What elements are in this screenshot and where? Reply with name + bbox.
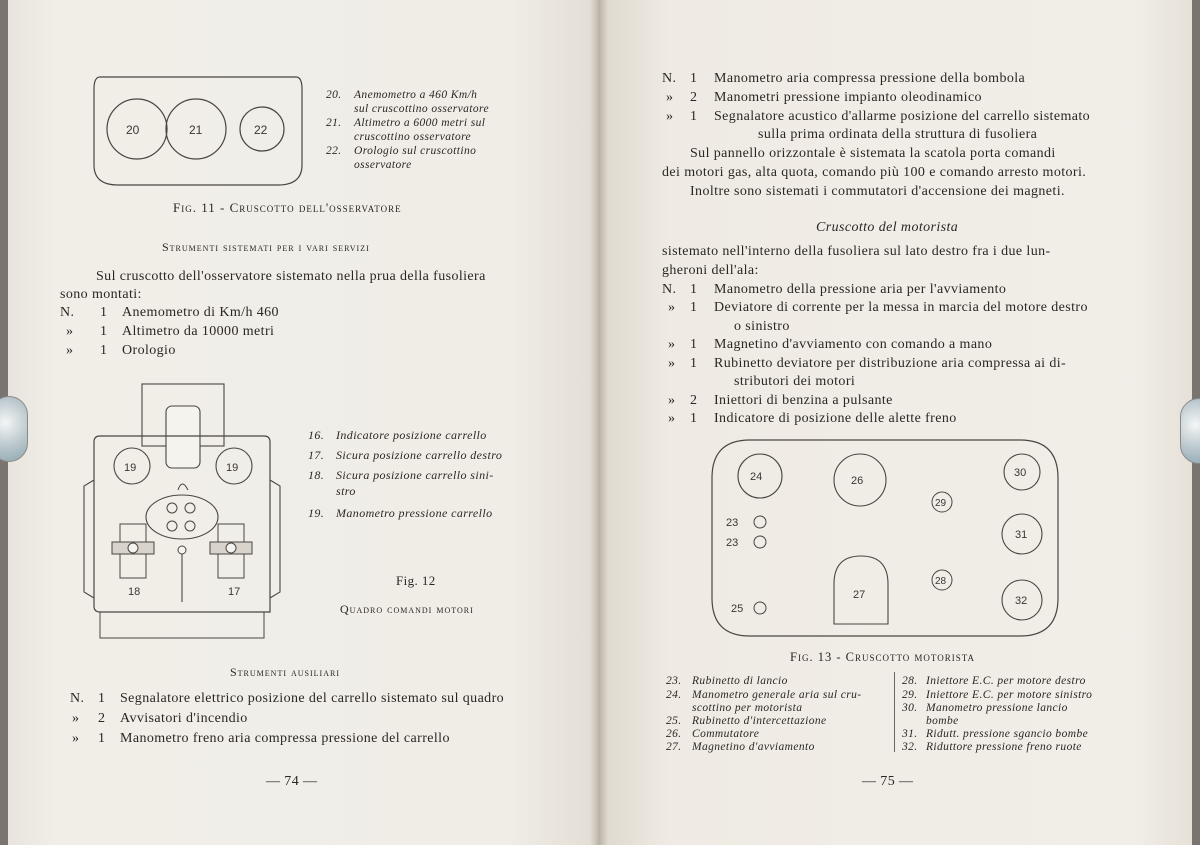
legend-text: cruscottino osservatore [354, 131, 472, 143]
list-qty: 1 [98, 731, 106, 746]
list-prefix: » [66, 343, 74, 358]
list-prefix: » [668, 411, 676, 426]
left-page-tab [0, 396, 28, 462]
legend-text: Rubinetto di lancio [692, 675, 788, 687]
legend-num: 23. [666, 675, 682, 687]
legend-num: 18. [308, 468, 325, 482]
legend-num: 29. [902, 689, 918, 701]
list-qty: 1 [100, 324, 108, 339]
section1-intro-line: sono montati: [60, 287, 142, 302]
fig13-label-23a: 23 [726, 517, 739, 529]
list-prefix: » [666, 90, 674, 105]
legend-text: sul cruscottino osservatore [354, 103, 489, 115]
paragraph-line: sistemato nell'interno della fusoliera sul lato destro fra i due lun- [662, 244, 1051, 259]
list-item-text: Orologio [122, 343, 176, 358]
legend-text: bombe [926, 715, 959, 727]
paragraph-line: Sul pannello orizzontale è sistemata la scatola porta comandi [690, 146, 1056, 161]
right-page-tab [1180, 398, 1200, 464]
list-item-text: Manometro della pressione aria per l'avviamento [714, 282, 1007, 297]
legend-text: Sicura posizione carrello destro [336, 448, 503, 462]
fig12-label-17: 17 [228, 586, 241, 598]
legend-text: Commutatore [692, 728, 760, 740]
list-item-text: Indicatore di posizione delle alette freno [714, 411, 957, 426]
list-item-cont: o sinistro [734, 319, 790, 334]
fig11-label-20: 20 [126, 123, 140, 137]
legend-num: 17. [308, 448, 325, 462]
list-prefix: » [66, 324, 74, 339]
list-prefix: » [668, 356, 676, 371]
legend-num: 21. [326, 117, 342, 129]
fig13-label-27: 27 [853, 589, 866, 601]
list-prefix: N. [662, 71, 677, 86]
legend-num: 31. [902, 728, 918, 740]
legend-text: Riduttore pressione freno ruote [926, 741, 1082, 753]
legend-num: 24. [666, 689, 682, 701]
list-prefix: N. [70, 691, 85, 706]
list-prefix: » [72, 711, 80, 726]
list-item-text: Avvisatori d'incendio [120, 711, 248, 726]
list-item-text: Rubinetto deviatore per distribuzione aria compressa ai di- [714, 356, 1067, 371]
list-item-text: Anemometro di Km/h 460 [122, 305, 279, 320]
fig11-caption: Fig. 11 - Cruscotto dell'osservatore [173, 200, 402, 215]
legend-text: Altimetro a 6000 metri sul [354, 117, 486, 129]
list-prefix: N. [662, 282, 677, 297]
legend-text: Manometro pressione carrello [336, 506, 493, 520]
legend-text: Rubinetto d'intercettazione [692, 715, 827, 727]
legend-text: Anemometro a 460 Km/h [354, 89, 478, 101]
fig13-caption: Fig. 13 - Cruscotto motorista [790, 650, 976, 664]
list-item-text: Segnalatore elettrico posizione del carrello sistemato sul quadro [120, 691, 505, 706]
list-prefix: » [668, 300, 676, 315]
list-qty: 1 [690, 300, 698, 315]
section1-heading: Strumenti sistemati per i vari servizi [162, 240, 370, 254]
list-item-text: Manometro aria compressa pressione della bombola [714, 71, 1026, 86]
list-item-text: Deviatore di corrente per la messa in marcia del motore destro [714, 300, 1088, 315]
list-prefix: » [72, 731, 80, 746]
list-qty: 2 [690, 393, 698, 408]
list-qty: 1 [690, 109, 698, 124]
fig13-label-32: 32 [1015, 595, 1028, 607]
fig12-caption: Fig. 12 [396, 573, 436, 588]
left-page [8, 0, 598, 845]
list-prefix: » [666, 109, 674, 124]
section1-intro-line: Sul cruscotto dell'osservatore sistemato nella prua della fusoliera [96, 269, 486, 284]
fig13-diagram [710, 438, 1060, 638]
list-qty: 1 [690, 411, 698, 426]
page-number: — 75 — [862, 774, 914, 789]
fig13-label-31: 31 [1015, 529, 1028, 541]
fig13-label-30: 30 [1014, 467, 1027, 479]
list-item-text: Segnalatore acustico d'allarme posizione del carrello sistemato [714, 109, 1091, 124]
fig13-label-23b: 23 [726, 537, 739, 549]
list-item-text: Altimetro da 10000 metri [122, 324, 275, 339]
fig13-label-24: 24 [750, 471, 763, 483]
legend-text: Iniettore E.C. per motore destro [926, 675, 1086, 687]
list-item-text: Magnetino d'avviamento con comando a mano [714, 337, 993, 352]
right-page [598, 0, 1192, 845]
legend-num: 27. [666, 741, 682, 753]
legend-text: stro [336, 484, 356, 498]
legend-num: 20. [326, 89, 342, 101]
legend-num: 32. [902, 741, 918, 753]
page-number: — 74 — [266, 774, 318, 789]
list-item-text: Manometri pressione impianto oleodinamico [714, 90, 982, 105]
fig13-label-28: 28 [935, 576, 947, 587]
fig13-label-29: 29 [935, 498, 947, 509]
list-qty: 1 [98, 691, 106, 706]
legend-text: Magnetino d'avviamento [692, 741, 815, 753]
section-heading: Cruscotto del motorista [816, 220, 959, 235]
paragraph-line: Inoltre sono sistemati i commutatori d'accensione dei magneti. [690, 184, 1065, 199]
legend-divider [894, 672, 895, 752]
legend-text: Orologio sul cruscottino [354, 145, 477, 157]
list-item-cont: sulla prima ordinata della struttura di fusoliera [758, 127, 1038, 142]
fig13-label-25: 25 [731, 603, 744, 615]
list-prefix: » [668, 337, 676, 352]
fig13-label-26: 26 [851, 475, 864, 487]
fig11-diagram [88, 75, 308, 190]
list-qty: 1 [100, 305, 108, 320]
legend-text: Indicatore posizione carrello [336, 428, 487, 442]
fig12-label-19b: 19 [226, 462, 239, 474]
legend-text: Manometro generale aria sul cru- [692, 689, 862, 701]
legend-num: 22. [326, 145, 342, 157]
list-item-text: Manometro freno aria compressa pressione del carrello [120, 731, 450, 746]
list-qty: 1 [690, 356, 698, 371]
legend-num: 30. [902, 702, 918, 714]
legend-text: Ridutt. pressione sgancio bombe [926, 728, 1089, 740]
legend-num: 28. [902, 675, 918, 687]
fig12-diagram [78, 382, 288, 642]
legend-text: Manometro pressione lancio [926, 702, 1068, 714]
legend-text: scottino per motorista [692, 702, 803, 714]
legend-text: Iniettore E.C. per motore sinistro [926, 689, 1093, 701]
section2-heading: Strumenti ausiliari [230, 665, 340, 679]
legend-num: 19. [308, 506, 325, 520]
legend-text: Sicura posizione carrello sini- [336, 468, 494, 482]
list-item-cont: stributori dei motori [734, 374, 856, 389]
list-qty: 1 [690, 71, 698, 86]
list-qty: 1 [100, 343, 108, 358]
paragraph-line: gheroni dell'ala: [662, 263, 759, 278]
fig11-label-22: 22 [254, 123, 268, 137]
legend-num: 25. [666, 715, 682, 727]
list-qty: 1 [690, 282, 698, 297]
legend-num: 26. [666, 728, 682, 740]
fig12-title: Quadro comandi motori [340, 602, 474, 616]
list-prefix: N. [60, 305, 75, 320]
list-qty: 1 [690, 337, 698, 352]
list-prefix: » [668, 393, 676, 408]
legend-text: osservatore [354, 159, 412, 171]
paragraph-line: dei motori gas, alta quota, comando più 100 e comando arresto motori. [662, 165, 1087, 180]
list-qty: 2 [690, 90, 698, 105]
list-qty: 2 [98, 711, 106, 726]
legend-num: 16. [308, 428, 325, 442]
fig12-label-18: 18 [128, 586, 141, 598]
book-gutter [590, 0, 608, 845]
fig12-label-19a: 19 [124, 462, 137, 474]
fig11-label-21: 21 [189, 123, 203, 137]
list-item-text: Iniettori di benzina a pulsante [714, 393, 893, 408]
